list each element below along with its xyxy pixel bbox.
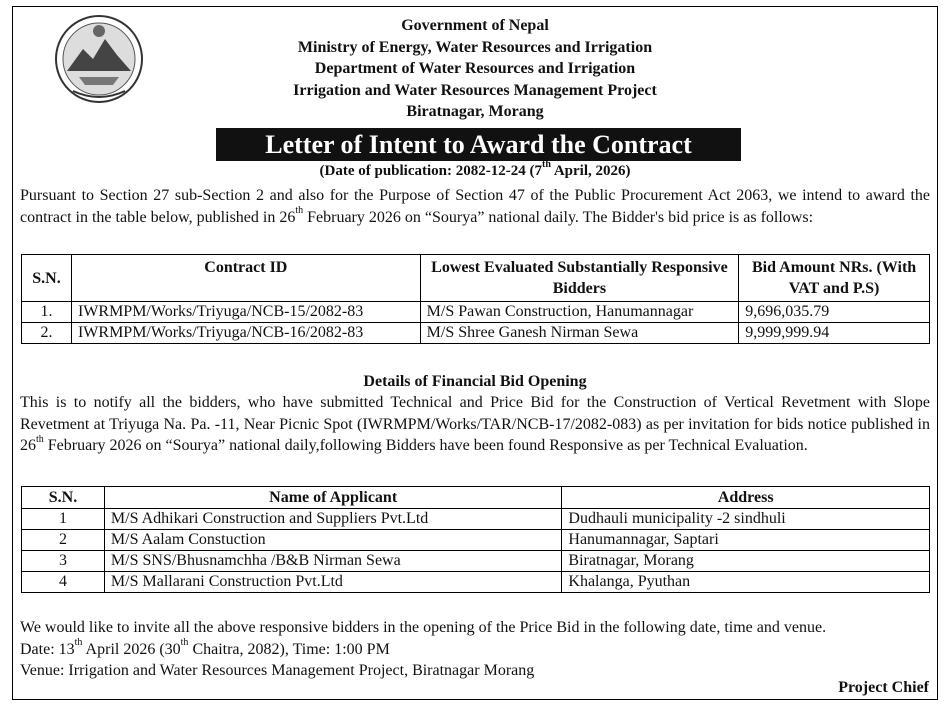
table-row	[22, 323, 930, 344]
date-mid: April 2026 (30	[82, 640, 181, 658]
financial-part2: February 2026 on “Sourya” national daily,following Bidders have been found Responsive as per Technical Evaluation.	[43, 437, 808, 455]
table-row	[22, 551, 930, 572]
applicant-table	[21, 486, 930, 593]
award-header-sn: S.N.	[22, 255, 72, 302]
intro-paragraph	[20, 185, 930, 228]
opening-date	[20, 639, 930, 661]
award-contract-id: IWRMPM/Works/Triyuga/NCB-15/2082-83	[71, 302, 420, 323]
applicant-table-header	[22, 487, 930, 509]
header-line-department: Department of Water Resources and Irrigation	[314, 60, 636, 77]
applicant-name: M/S Adhikari Construction and Suppliers Pvt.Ltd	[104, 509, 561, 530]
pub-date-suffix: April, 2026)	[550, 163, 631, 179]
date-sup1: th	[74, 637, 83, 649]
intro-part1: Pursuant to Section 27 sub-Section 2 and also for the Purpose of Section 47 of the Public Procurement Act 2063, we intend to award the contract in the table below, published in 26	[20, 187, 930, 226]
intro-part2: February 2026 on “Sourya” national daily. The Bidder's bid price is as follows:	[303, 208, 814, 226]
applicant-name: M/S SNS/Bhusnamchha /B&B Nirman Sewa	[104, 551, 561, 572]
financial-paragraph	[20, 392, 930, 457]
applicant-header-name: Name of Applicant	[104, 487, 561, 509]
signature-project-chief: Project Chief	[838, 679, 929, 696]
publication-date	[13, 159, 937, 180]
table-row	[22, 509, 930, 530]
applicant-sn: 3	[22, 551, 105, 572]
award-sn: 2.	[22, 323, 72, 344]
date-sup2: th	[180, 637, 189, 649]
award-table	[21, 254, 930, 344]
applicant-name: M/S Mallarani Construction Pvt.Ltd	[104, 572, 561, 593]
applicant-address: Biratnagar, Morang	[562, 551, 930, 572]
table-row	[22, 302, 930, 323]
date-prefix: Date: 13	[20, 640, 75, 658]
notice-title: Letter of Intent to Award the Contract	[216, 128, 741, 161]
header-line-location: Biratnagar, Morang	[406, 103, 544, 120]
award-table-header	[22, 255, 930, 302]
award-sn: 1.	[22, 302, 72, 323]
applicant-name: M/S Aalam Constuction	[104, 530, 561, 551]
intro-sup: th	[295, 205, 304, 217]
table-row	[22, 530, 930, 551]
award-bidder: M/S Shree Ganesh Nirman Sewa	[420, 323, 739, 344]
header-line-government: Government of Nepal	[401, 17, 549, 34]
applicant-sn: 4	[22, 572, 105, 593]
financial-heading: Details of Financial Bid Opening	[363, 373, 587, 390]
award-header-bidders: Lowest Evaluated Substantially Responsive Bidders	[420, 255, 739, 302]
applicant-header-address: Address	[562, 487, 930, 509]
financial-sup: th	[36, 434, 44, 446]
pub-date-prefix: (Date of publication: 2082-12-24 (7	[319, 163, 542, 179]
applicant-sn: 2	[22, 530, 105, 551]
financial-part1: This is to notify all the bidders, who have submitted Technical and Price Bid for the Construction of Vertical Revetment with Slope Revetment at Triyuga Na. Pa. -11, Near Picnic Spot (IWRMPM/Works/TAR/NCB-17/2082-083) as per invitation for bids notice published in 26	[20, 394, 930, 455]
applicant-address: Khalanga, Pyuthan	[562, 572, 930, 593]
applicant-header-sn: S.N.	[22, 487, 105, 509]
award-header-amount: Bid Amount NRs. (With VAT and P.S)	[739, 255, 930, 302]
applicant-address: Hanumannagar, Saptari	[562, 530, 930, 551]
award-amount: 9,999,999.94	[739, 323, 930, 344]
closing-paragraph	[20, 617, 930, 682]
applicant-address: Dudhauli municipality -2 sindhuli	[562, 509, 930, 530]
header-line-project: Irrigation and Water Resources Management Project	[293, 81, 657, 99]
issuer-header	[13, 15, 937, 123]
pub-date-sup: th	[541, 159, 551, 170]
header-line-ministry: Ministry of Energy, Water Resources and Irrigation	[297, 38, 653, 56]
award-header-contract-id: Contract ID	[71, 255, 420, 302]
applicant-sn: 1	[22, 509, 105, 530]
table-row	[22, 572, 930, 593]
award-amount: 9,696,035.79	[739, 302, 930, 323]
award-contract-id: IWRMPM/Works/Triyuga/NCB-16/2082-83	[71, 323, 420, 344]
notice-frame	[12, 6, 938, 700]
invite-text: We would like to invite all the above responsive bidders in the opening of the Price Bid in the following date, time and venue.	[20, 619, 827, 636]
award-bidder: M/S Pawan Construction, Hanumannagar	[420, 302, 739, 323]
venue-text: Venue: Irrigation and Water Resources Management Project, Biratnagar Morang	[20, 662, 535, 680]
date-suffix: Chaitra, 2082), Time: 1:00 PM	[188, 640, 390, 658]
